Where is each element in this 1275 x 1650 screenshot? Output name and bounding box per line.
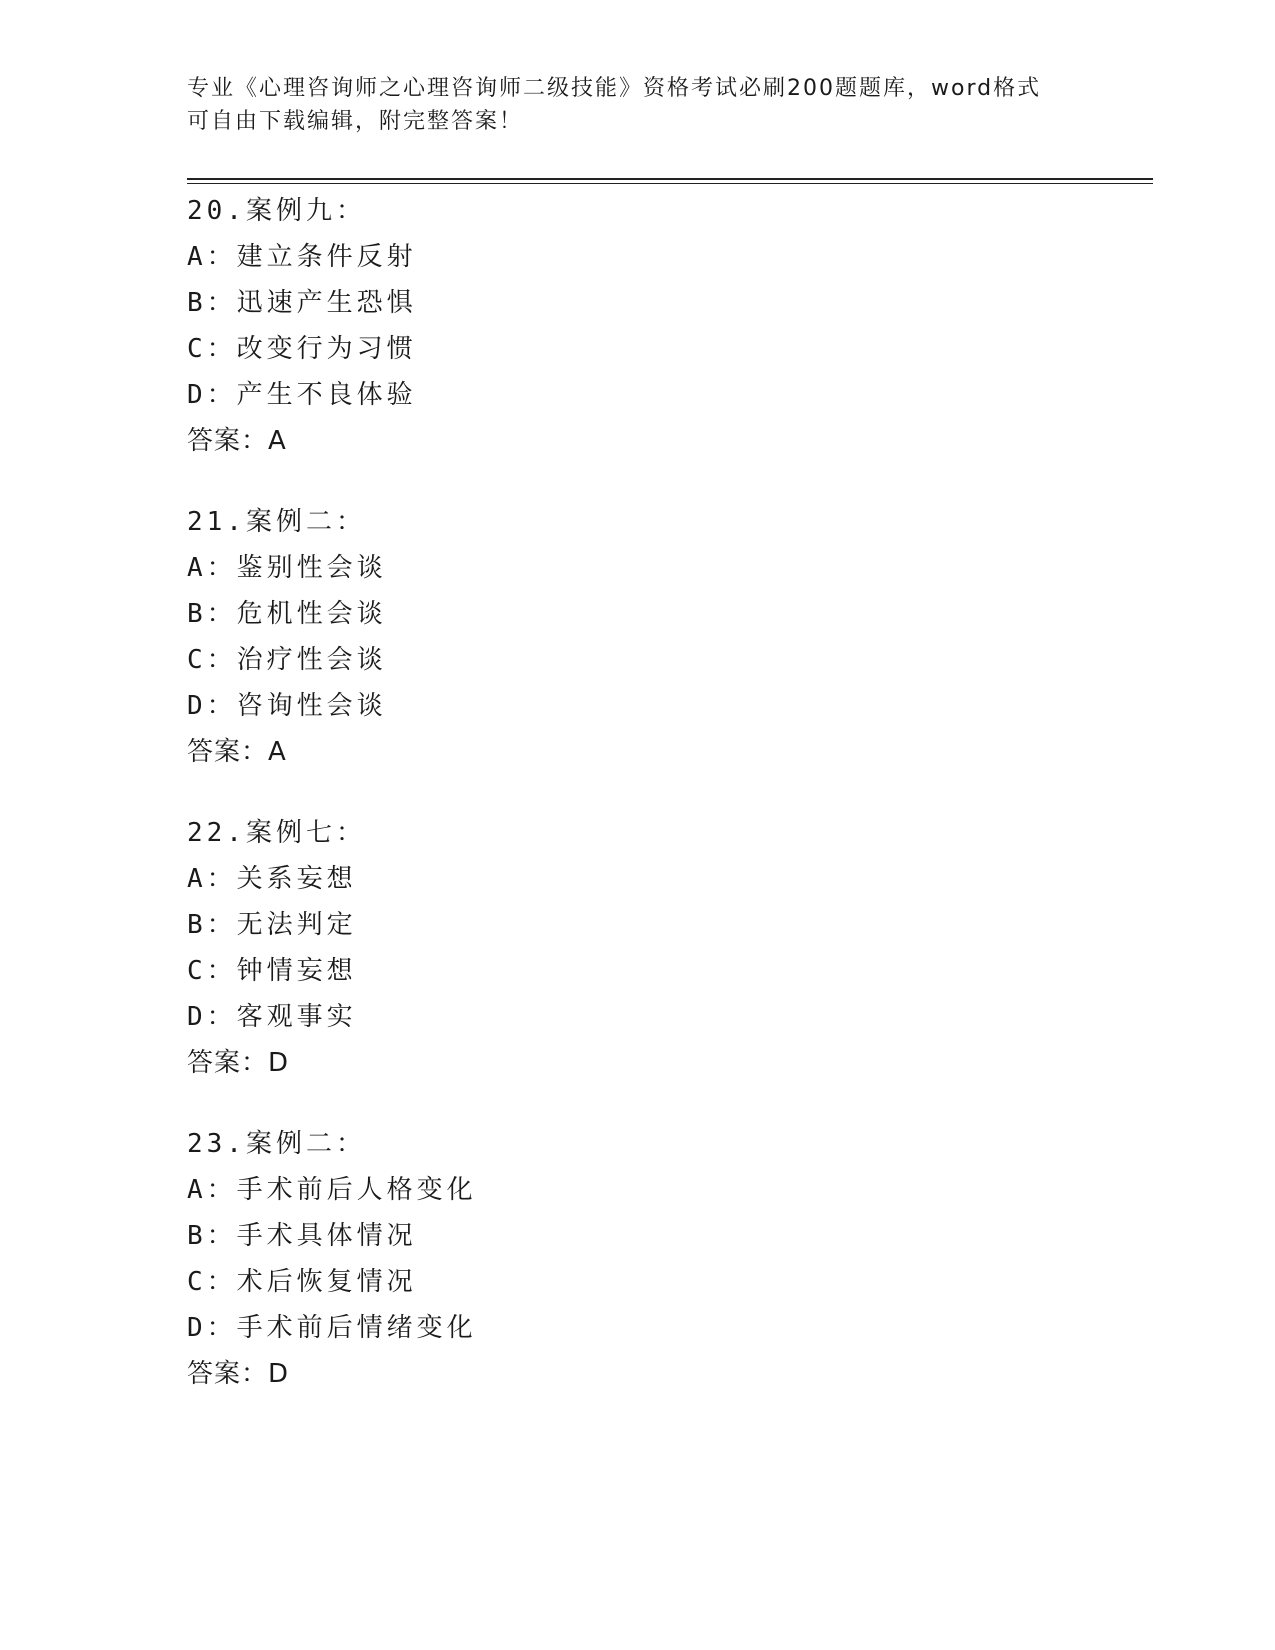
document-header bbox=[187, 72, 1087, 138]
option-a: A：鉴别性会谈 bbox=[187, 553, 387, 583]
option-c: C：改变行为习惯 bbox=[187, 334, 417, 364]
option-b: B：手术具体情况 bbox=[187, 1221, 417, 1251]
question-title: 23.案例二： bbox=[187, 1129, 366, 1159]
option-b: B：迅速产生恐惧 bbox=[187, 288, 417, 318]
question-title: 20.案例九： bbox=[187, 196, 366, 226]
answer-line: 答案：D bbox=[187, 1048, 290, 1078]
question-list bbox=[187, 188, 1087, 1432]
option-d: D：客观事实 bbox=[187, 1002, 357, 1032]
question-22 bbox=[187, 810, 1087, 1086]
question-23 bbox=[187, 1121, 1087, 1397]
option-d: D：咨询性会谈 bbox=[187, 691, 387, 721]
question-20 bbox=[187, 188, 1087, 464]
option-b: B：危机性会谈 bbox=[187, 599, 387, 629]
question-21 bbox=[187, 499, 1087, 775]
answer-line: 答案：D bbox=[187, 1359, 290, 1389]
option-d: D：手术前后情绪变化 bbox=[187, 1313, 477, 1343]
answer-line: 答案：A bbox=[187, 737, 287, 767]
option-c: C：钟情妄想 bbox=[187, 956, 357, 986]
header-divider-thin bbox=[187, 183, 1153, 184]
header-line-1: 专业《心理咨询师之心理咨询师二级技能》资格考试必刷200题题库，word格式 bbox=[187, 76, 1042, 101]
answer-line: 答案：A bbox=[187, 426, 287, 456]
option-c: C：术后恢复情况 bbox=[187, 1267, 417, 1297]
option-b: B：无法判定 bbox=[187, 910, 357, 940]
header-line-2: 可自由下载编辑，附完整答案！ bbox=[187, 109, 524, 134]
option-a: A：建立条件反射 bbox=[187, 242, 417, 272]
option-c: C：治疗性会谈 bbox=[187, 645, 387, 675]
option-a: A：关系妄想 bbox=[187, 864, 357, 894]
question-title: 22.案例七： bbox=[187, 818, 366, 848]
header-divider-thick bbox=[187, 178, 1153, 180]
option-d: D：产生不良体验 bbox=[187, 380, 417, 410]
question-title: 21.案例二： bbox=[187, 507, 366, 537]
option-a: A：手术前后人格变化 bbox=[187, 1175, 477, 1205]
